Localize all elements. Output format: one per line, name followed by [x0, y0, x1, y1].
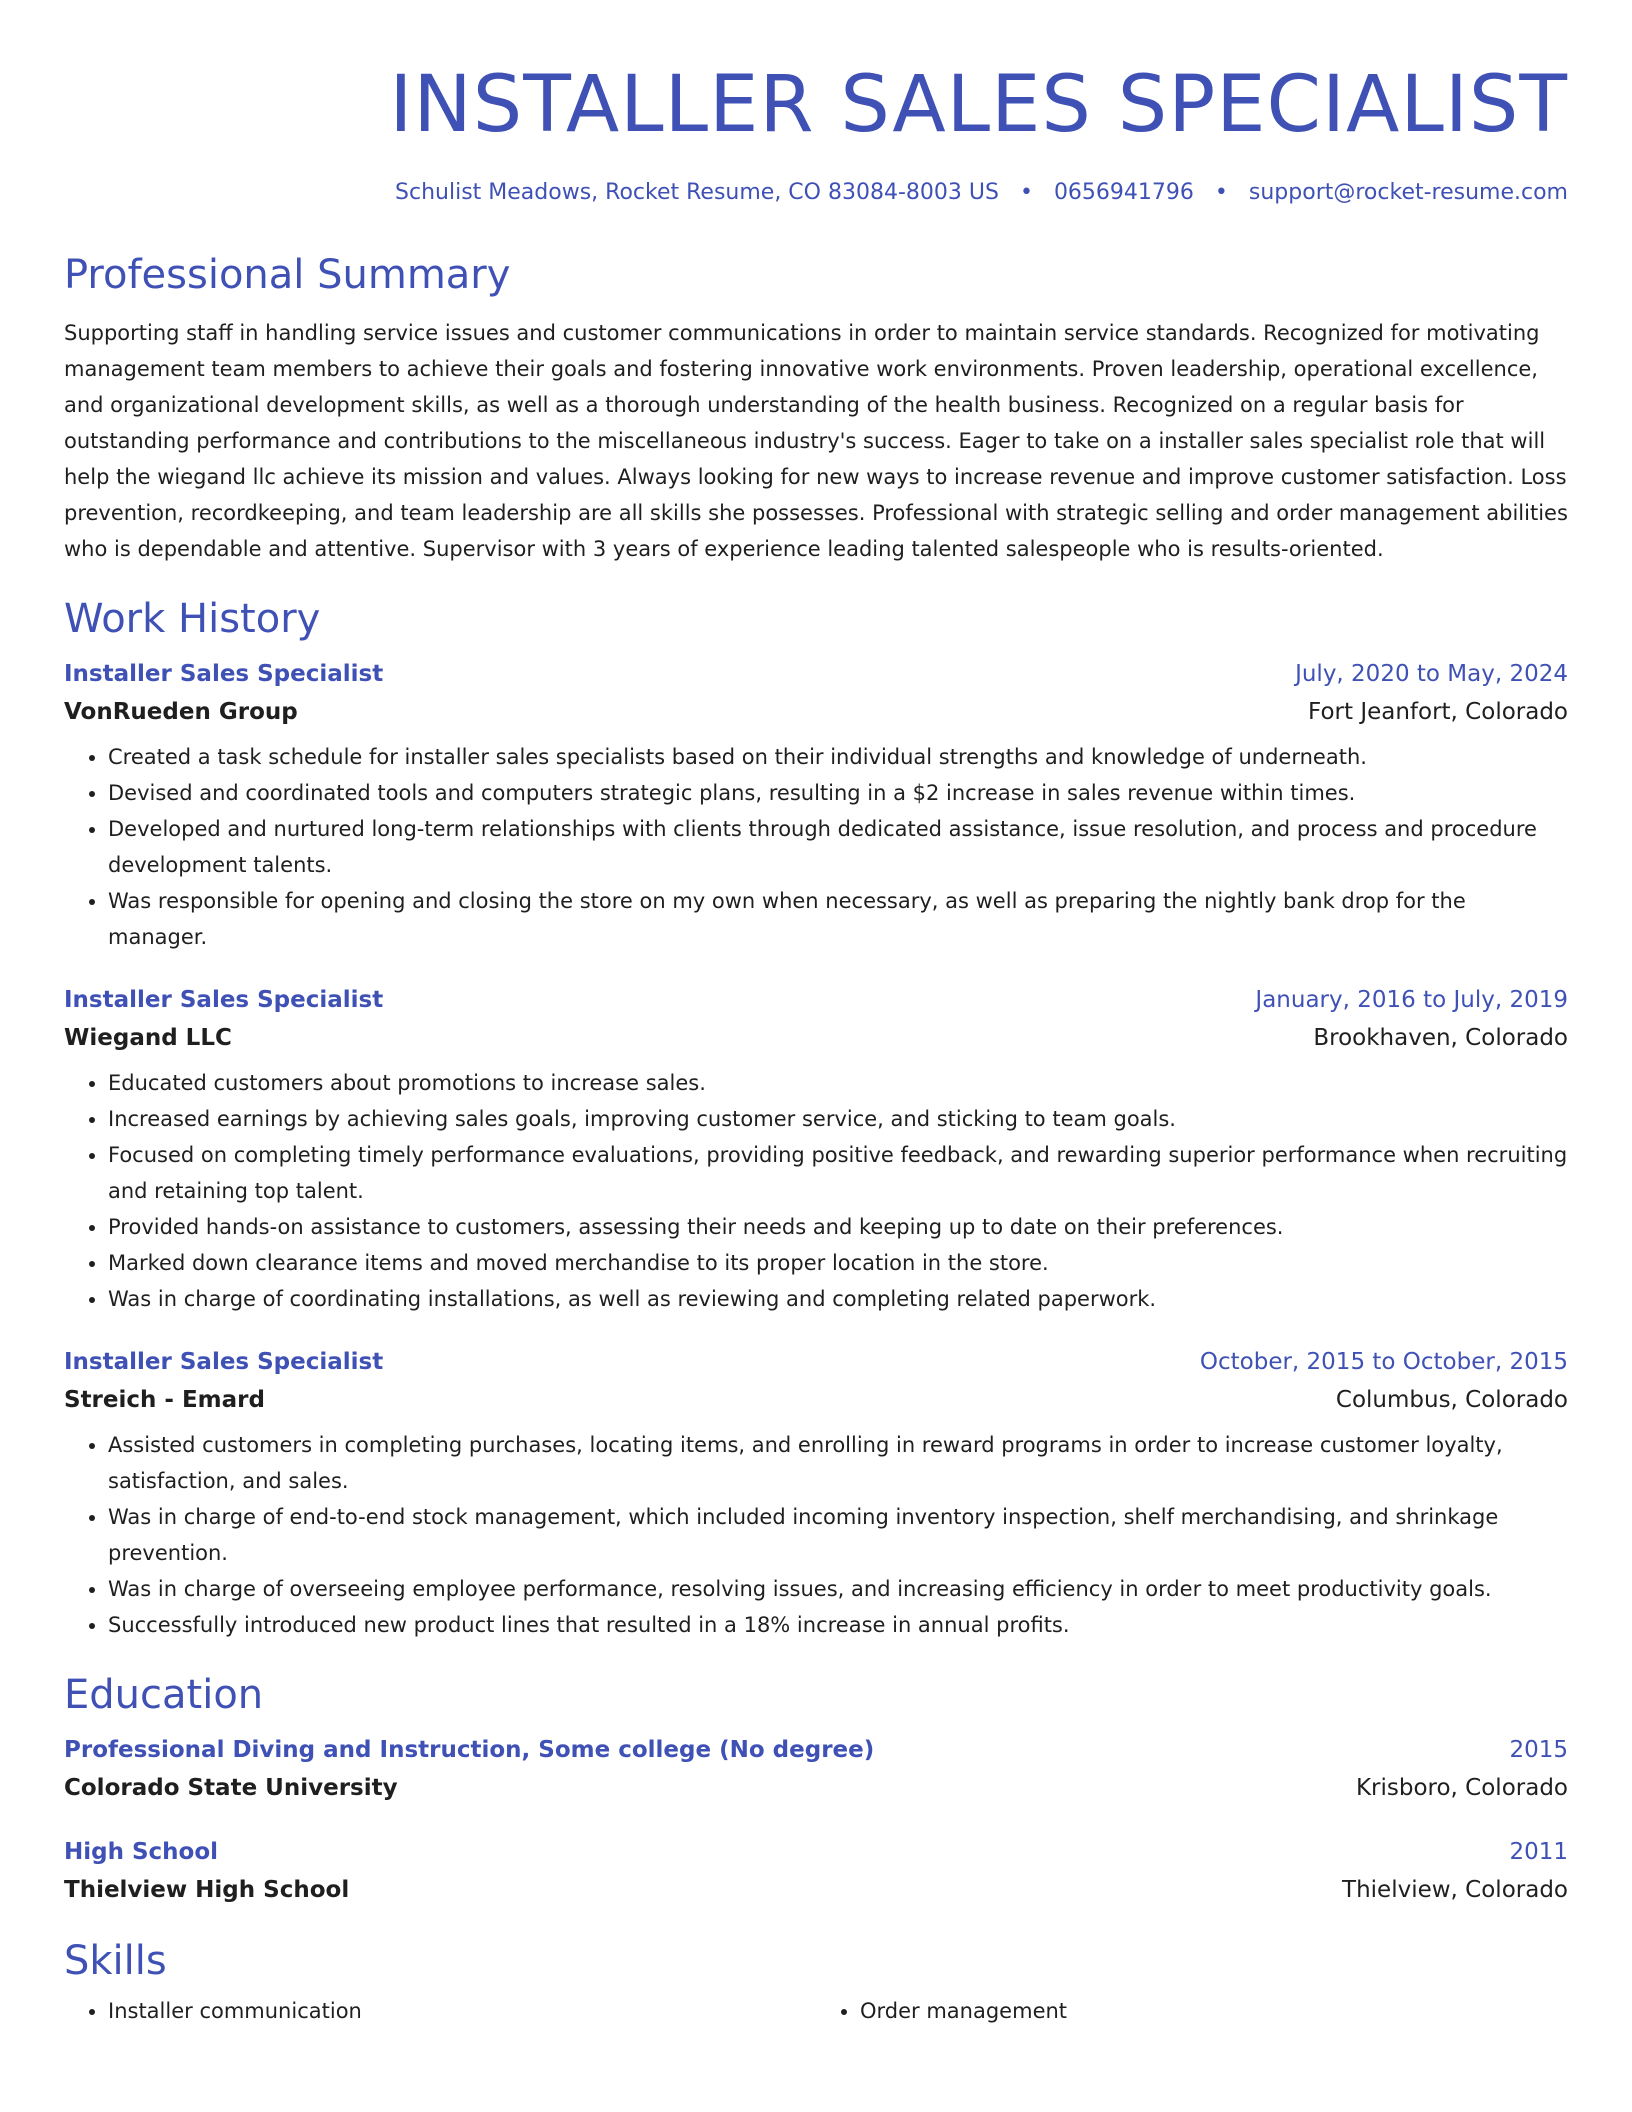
job-entry [64, 655, 1568, 955]
job-location: Columbus, Colorado [1335, 1387, 1568, 1413]
job-entry [64, 981, 1568, 1317]
education-entry [64, 1731, 1568, 1807]
education-degree: High School [64, 1839, 219, 1865]
job-location: Fort Jeanfort, Colorado [1308, 699, 1568, 725]
job-bullet: • Devised and coordinated tools and computers strategic plans, resulting in a $2 increase in sales revenue within times. [108, 775, 1568, 811]
contact-separator: • [1019, 180, 1033, 205]
education-header [64, 1833, 1568, 1871]
summary-heading: Professional Summary [64, 252, 511, 298]
job-role: Installer Sales Specialist [64, 661, 384, 687]
education-location: Krisboro, Colorado [1355, 1775, 1568, 1801]
education-year: 2015 [1509, 1737, 1568, 1763]
job-bullet: • Marked down clearance items and moved merchandise to its proper location in the store. [108, 1245, 1568, 1281]
job-bullet: • Provided hands-on assistance to customers, assessing their needs and keeping up to date on their preferences. [108, 1209, 1568, 1245]
job-subheader [64, 1381, 1568, 1419]
job-company: VonRueden Group [64, 699, 298, 725]
contact-separator: • [1214, 180, 1228, 205]
contact-address: Schulist Meadows, Rocket Resume, CO 83084-8003 US [395, 180, 999, 205]
education-school: Colorado State University [64, 1775, 398, 1801]
contact-line [64, 180, 1568, 205]
job-dates: January, 2016 to July, 2019 [1255, 987, 1568, 1013]
education-subheader [64, 1769, 1568, 1807]
candidate-title: INSTALLER SALES SPECIALIST [389, 60, 1568, 150]
education-location: Thielview, Colorado [1342, 1877, 1568, 1903]
job-bullet: • Focused on completing timely performance evaluations, providing positive feedback, and rewarding superior performance when recruiting and retaining top talent. [108, 1137, 1568, 1209]
education-heading: Education [64, 1672, 264, 1718]
job-bullet: • Created a task schedule for installer sales specialists based on their individual strengths and knowledge of underneath. [108, 739, 1568, 775]
contact-phone: 0656941796 [1053, 180, 1194, 205]
job-bullet: • Was in charge of coordinating installations, as well as reviewing and completing related paperwork. [108, 1281, 1568, 1317]
job-role: Installer Sales Specialist [64, 1349, 384, 1375]
skills-list [64, 1993, 1568, 2029]
skills-column-right [816, 1993, 1568, 2029]
skills-column-left [64, 1993, 816, 2029]
education-year: 2011 [1509, 1839, 1568, 1865]
education-school: Thielview High School [64, 1877, 350, 1903]
job-company: Wiegand LLC [64, 1025, 232, 1051]
education-subheader [64, 1871, 1568, 1909]
job-header [64, 655, 1568, 693]
job-bullet: • Assisted customers in completing purchases, locating items, and enrolling in reward programs in order to increase customer loyalty, satisfaction, and sales. [108, 1427, 1568, 1499]
job-bullet: • Was in charge of overseeing employee performance, resolving issues, and increasing efficiency in order to meet productivity goals. [108, 1571, 1568, 1607]
summary-text: Supporting staff in handling service issues and customer communications in order to maintain service standards. Recognized for motivating management team members to achieve their goals and fostering innovative work environments. Proven leadership, operational excellence, and organizational development skills, as well as a thorough understanding of the health business. Recognized on a regular basis for outstanding performance and contributions to the miscellaneous industry's success. Eager to take on a installer sales specialist role that will help the wiegand llc achieve its mission and values. Always looking for new ways to increase revenue and improve customer satisfaction. Loss prevention, recordkeeping, and team leadership are all skills she possesses. Professional with strategic selling and order management abilities who is dependable and attentive. Supervisor with 3 years of experience leading talented salespeople who is results-oriented. [64, 321, 1568, 561]
job-header [64, 981, 1568, 1019]
job-subheader [64, 1019, 1568, 1057]
job-dates: October, 2015 to October, 2015 [1199, 1349, 1568, 1375]
job-subheader [64, 693, 1568, 731]
job-bullet: • Increased earnings by achieving sales goals, improving customer service, and sticking to team goals. [108, 1101, 1568, 1137]
job-bullets [64, 1065, 1568, 1317]
job-location: Brookhaven, Colorado [1313, 1025, 1568, 1051]
work-history-heading: Work History [64, 596, 321, 642]
job-bullet: • Was in charge of end-to-end stock management, which included incoming inventory inspection, shelf merchandising, and shrinkage prevention. [108, 1499, 1568, 1571]
skill-item: • Installer communication [108, 1993, 816, 2029]
job-header [64, 1343, 1568, 1381]
job-company: Streich - Emard [64, 1387, 265, 1413]
education-degree: Professional Diving and Instruction, Some college (No degree) [64, 1737, 875, 1763]
education-entry [64, 1833, 1568, 1909]
skills-heading: Skills [64, 1938, 167, 1984]
job-bullets [64, 1427, 1568, 1643]
job-entry [64, 1343, 1568, 1643]
job-bullet: • Educated customers about promotions to increase sales. [108, 1065, 1568, 1101]
contact-email: support@rocket-resume.com [1248, 180, 1568, 205]
job-dates: July, 2020 to May, 2024 [1295, 661, 1568, 687]
job-role: Installer Sales Specialist [64, 987, 384, 1013]
job-bullet: • Was responsible for opening and closing the store on my own when necessary, as well as preparing the nightly bank drop for the manager. [108, 883, 1568, 955]
job-bullets [64, 739, 1568, 955]
education-header [64, 1731, 1568, 1769]
job-bullet: • Successfully introduced new product lines that resulted in a 18% increase in annual profits. [108, 1607, 1568, 1643]
skill-item: • Order management [860, 1993, 1568, 2029]
job-bullet: • Developed and nurtured long-term relationships with clients through dedicated assistance, issue resolution, and process and procedure development talents. [108, 811, 1568, 883]
